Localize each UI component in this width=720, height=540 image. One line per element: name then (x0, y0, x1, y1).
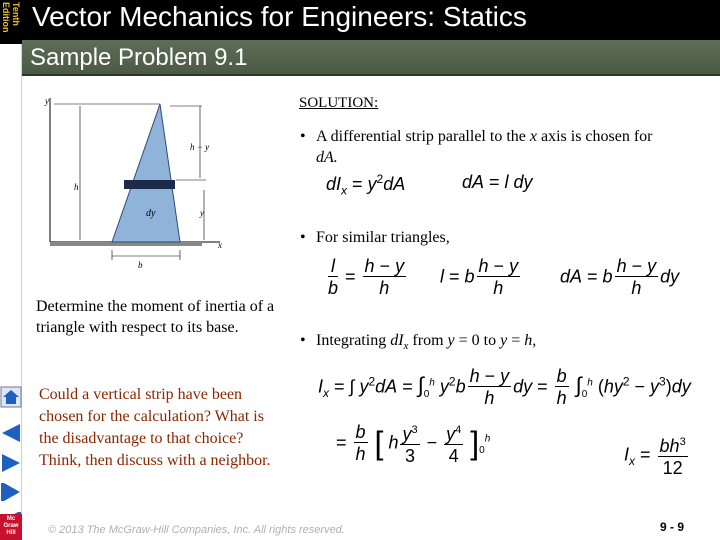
slide-subtitle: Sample Problem 9.1 (30, 44, 248, 71)
arrow-first-icon (0, 481, 22, 503)
equation-dIx: $dI_x = y^2dA$ (326, 172, 406, 198)
publisher-logo: Mc Graw Hill (0, 514, 22, 540)
arrow-left-icon (0, 422, 22, 444)
nav-rail (0, 44, 22, 540)
solution-heading: SOLUTION: (299, 95, 379, 111)
home-icon (0, 386, 22, 408)
equation-similar-triangles: $\frac{l}{b}$ = $\frac{h - y}{h}$ (328, 256, 405, 298)
solution-bullet-1: • A differential strip parallel to the x axis is chosen for dA. (300, 128, 653, 166)
discussion-question: Could a vertical strip have been chosen for the calculation? What is the disadvantage to that choice? Think, then discuss with a neighbor. (39, 386, 271, 469)
y-label: y (200, 208, 204, 218)
triangle-figure (30, 92, 290, 272)
ground-hatch (50, 242, 202, 246)
copyright-footer: © 2013 The McGraw-Hill Companies, Inc. All rights reserved. (48, 524, 345, 536)
equation-l: l = b $\frac{h - y}{h}$ (440, 256, 519, 298)
edition-label: Tenth Edition (1, 2, 21, 33)
page-number: 9 - 9 (660, 520, 685, 534)
h-label: h (74, 182, 79, 192)
solution-bullet-3: • Integrating $dI_x$ from y = 0 to y = h, (300, 332, 537, 353)
dy-label: dy (146, 208, 156, 219)
equation-dA: dA = l dy (462, 172, 533, 192)
triangle-shape (112, 104, 180, 242)
page-title: Vector Mechanics for Engineers: Statics (32, 1, 527, 32)
y-axis-label: y (45, 96, 49, 106)
h-minus-y-label: h − y (190, 142, 210, 152)
next-slide-button[interactable] (0, 452, 22, 474)
equation-dA-substituted: dA = b $\frac{h - y}{h}$ dy (560, 256, 680, 298)
first-slide-button[interactable] (0, 481, 22, 503)
home-button[interactable] (0, 386, 22, 408)
equation-result: $I_x$ = $\frac{bh^3}{12}$ (624, 432, 690, 479)
arrow-right-icon (0, 452, 22, 474)
solution-bullet-2: • For similar triangles, (300, 229, 450, 246)
edition-strip (0, 0, 22, 44)
problem-statement: Determine the moment of inertia of a triangle with respect to its base. (36, 298, 275, 336)
previous-slide-button[interactable] (0, 422, 22, 444)
b-label: b (138, 260, 143, 270)
equation-integral-1: $I_x$ = ∫ $y^2dA = \int_0^h$ $y^2b$ $\frac{h - y}{h}$ dy = $\frac{b}{h}$ $\int_0^h$ $(hy^2 - y^3)dy$ (318, 366, 691, 408)
equation-integral-2: = $\frac{b}{h}$ [ h $\frac{y^3}{3}$ − $\frac{y^4}{4}$ ]$_0^h$ (336, 422, 491, 466)
differential-strip (124, 180, 175, 189)
x-axis-label: x (218, 240, 222, 250)
